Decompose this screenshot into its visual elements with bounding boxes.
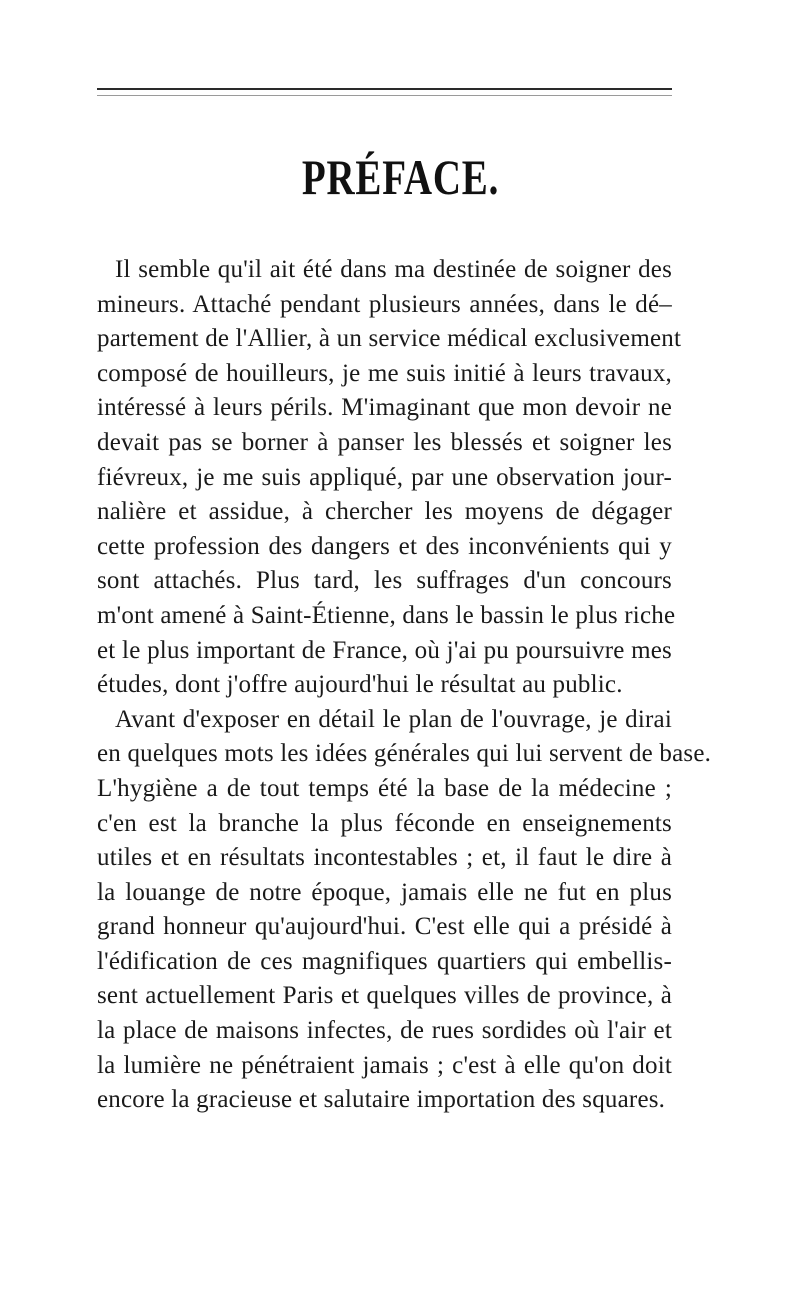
text-line: grand honneur qu'aujourd'hui. C'est elle qui a présidé à	[97, 913, 672, 941]
text-line: c'en est la branche la plus féconde en enseignements	[97, 809, 672, 837]
text-line: Il semble qu'il ait été dans ma destinée de soigner des	[115, 256, 672, 283]
text-line: encore la gracieuse et salutaire importation des squares.	[97, 1086, 666, 1114]
text-line: devait pas se borner à panser les blessés et soigner les	[97, 428, 672, 456]
text-line: la place de maisons infectes, de rues sordides où l'air et	[97, 1017, 672, 1045]
text-line: la louange de notre époque, jamais elle ne fut en plus	[97, 878, 672, 906]
text-line: la lumière ne pénétraient jamais ; c'est à elle qu'on doit	[97, 1051, 672, 1079]
text-line: intéressé à leurs périls. M'imaginant que mon devoir ne	[97, 394, 672, 422]
text-line: composé de houilleurs, je me suis initié à leurs travaux,	[97, 359, 672, 387]
text-line: en quelques mots les idées générales qui lui servent de base.	[97, 740, 712, 768]
text-line: sont attachés. Plus tard, les suffrages d'un concours	[97, 567, 672, 595]
text-line: Avant d'exposer en détail le plan de l'ouvrage, je dirai	[115, 705, 672, 733]
text-line: L'hygiène a de tout temps été la base de la médecine ;	[97, 774, 672, 802]
paragraph-1	[97, 253, 682, 703]
text-line: l'édification de ces magnifiques quartiers qui embellis-	[97, 947, 672, 975]
text-line: sent actuellement Paris et quelques villes de province, à	[97, 982, 672, 1010]
text-line: m'ont amené à Saint-Étienne, dans le bassin le plus riche	[97, 601, 676, 629]
body-text	[97, 253, 712, 1118]
page-title: PRÉFACE.	[301, 149, 500, 205]
text-line: mineurs. Attaché pendant plusieurs années, dans le dé–	[97, 290, 672, 318]
text-line: partement de l'Allier, à un service médical exclusivement	[97, 325, 682, 353]
text-line: nalière et assidue, à chercher les moyens de dégager	[97, 498, 672, 526]
text-line: et le plus important de France, où j'ai pu poursuivre mes	[97, 636, 672, 664]
text-line: cette profession des dangers et des inconvénients qui y	[97, 532, 672, 560]
header-rule-shadow	[97, 95, 672, 96]
header-rule	[97, 88, 672, 90]
paragraph-2	[97, 703, 712, 1118]
text-line: études, dont j'offre aujourd'hui le résultat au public.	[97, 671, 623, 699]
text-line: fiévreux, je me suis appliqué, par une observation jour-	[97, 463, 672, 491]
text-line: utiles et en résultats incontestables ; et, il faut le dire à	[97, 844, 672, 872]
